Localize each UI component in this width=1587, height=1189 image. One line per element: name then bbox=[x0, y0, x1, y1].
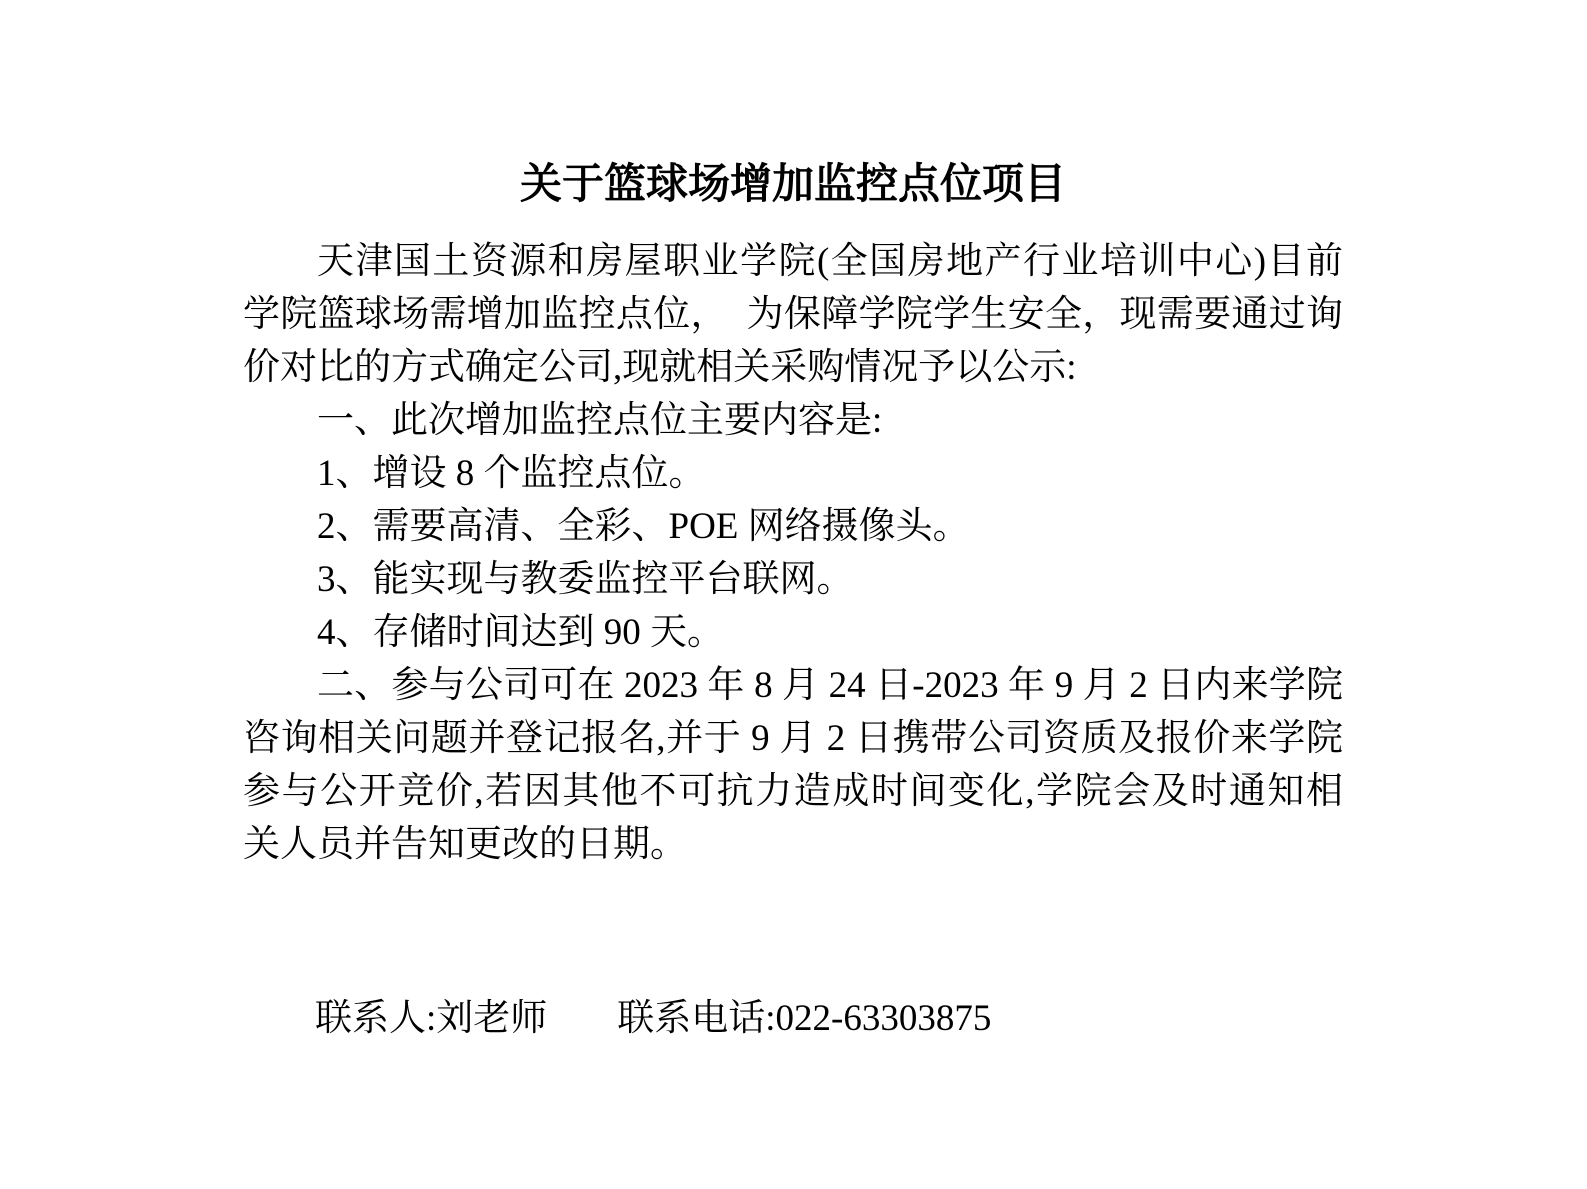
contact-person: 联系人:刘老师 bbox=[315, 998, 548, 1039]
contact-line bbox=[243, 992, 1343, 1045]
document-content bbox=[243, 160, 1343, 1045]
section2-line1: 二、参与公司可在 2023 年 8 月 24 日-2023 年 9 月 2 日内来学院 bbox=[317, 665, 1343, 706]
paragraph1-line1: 天津国土资源和房屋职业学院(全国房地产行业培训中心)目前 bbox=[317, 241, 1343, 282]
list-item-2: 2、需要高清、全彩、POE 网络摄像头。 bbox=[317, 506, 970, 547]
section1-heading: 一、此次增加监控点位主要内容是: bbox=[317, 400, 883, 441]
document-title: 关于篮球场增加监控点位项目 bbox=[519, 162, 1066, 208]
list-item-4: 4、存储时间达到 90 天。 bbox=[317, 612, 724, 653]
paragraph1-line3: 价对比的方式确定公司,现就相关采购情况予以公示: bbox=[243, 347, 1077, 388]
contact-phone: 联系电话:022-63303875 bbox=[617, 998, 992, 1039]
section2-line4: 关人员并告知更改的日期。 bbox=[243, 824, 687, 865]
list-item-3: 3、能实现与教委监控平台联网。 bbox=[317, 559, 854, 600]
paragraph1-line2: 学院篮球场需增加监控点位， 为保障学院学生安全，现需要通过询 bbox=[243, 294, 1343, 335]
list-item-1: 1、增设 8 个监控点位。 bbox=[317, 453, 706, 494]
section2-line3: 参与公开竞价,若因其他不可抗力造成时间变化,学院会及时通知相 bbox=[243, 771, 1343, 812]
section2-line2: 咨询相关问题并登记报名,并于 9 月 2 日携带公司资质及报价来学院 bbox=[243, 718, 1343, 759]
